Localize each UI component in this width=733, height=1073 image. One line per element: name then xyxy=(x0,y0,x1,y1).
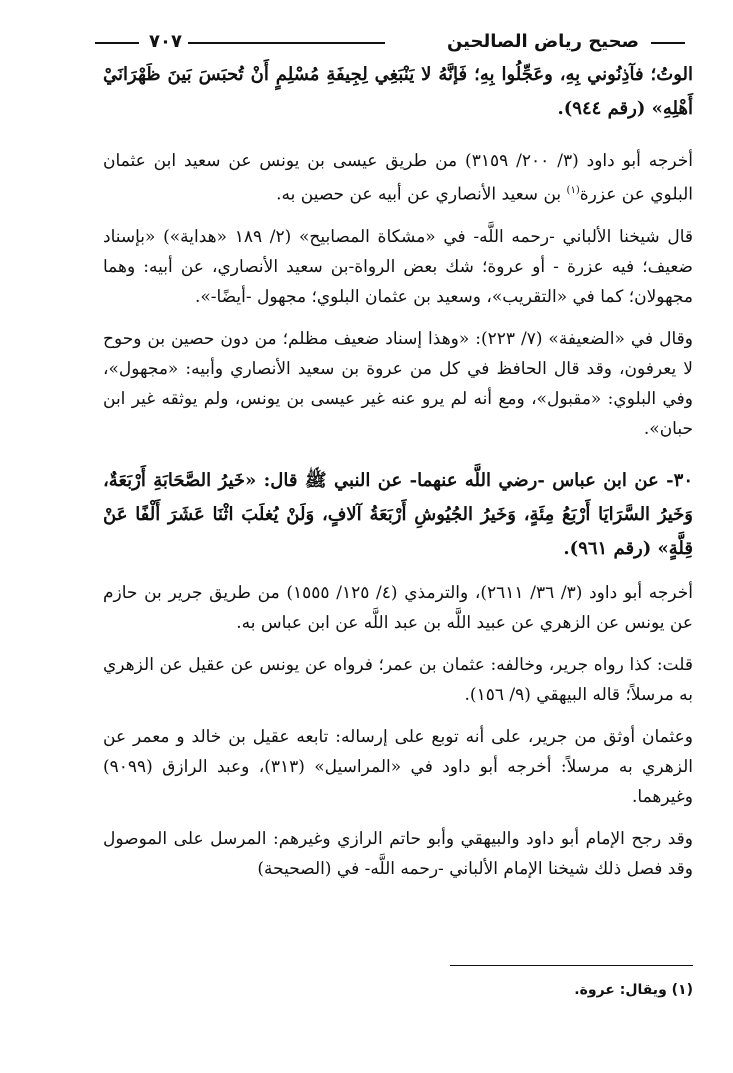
running-title: صحيح رياض الصالحين xyxy=(441,28,645,56)
main-text xyxy=(103,58,693,896)
footnote: (١) ويقال: عروة. xyxy=(574,982,693,998)
albani-comment: قال شيخنا الألباني -رحمه اللَّه- في «مشكاة المصابيح» (٢/ ١٨٩ «هداية») «بإسناد ضعيف؛ فيه عزرة - أو عروة؛ شك بعض الرواة-بن سعيد الأنصاري، عن أبيه: وهما مجهولان؛ كما في «التقريب»، وسعيد بن عثمان البلوي؛ مجهول -أيضًا-». xyxy=(103,226,693,307)
takhrij-text-rest: بن سعيد الأنصاري عن أبيه عن حصين به. xyxy=(276,184,562,205)
mursal-support: وعثمان أوثق من جرير، على أنه توبع على إرساله: تابعه عقيل بن خالد و معمر عن الزهري به مرسلاً: أخرجه أبو داود في «المراسيل» (٣١٣)، وعبد الرازق (٩٠٩٩) وغيرهما. xyxy=(103,726,693,807)
header-rule-left xyxy=(95,42,139,44)
page-number: ٧٠٧ xyxy=(143,28,188,56)
tarjih-paragraph: وقد رجح الإمام أبو داود والبيهقي وأبو حاتم الرازي وغيرهم: المرسل على الموصول وقد فصل ذلك شيخنا الإمام الألباني -رحمه اللَّه- في (الصحيحة) xyxy=(103,828,693,879)
daifa-comment: وقال في «الضعيفة» (٧/ ٢٢٣): «وهذا إسناد ضعيف مظلم؛ من دون حصين بن وحوح لا يعرفون، وقد قال الحافظ في كل من عروة بن سعيد الأنصاري وأبيه: «مجهول»، وفي البلوي: «مقبول»، ومع أنه لم يرو عنه غير عيسى بن يونس، ولم يوثقه غير ابن حبان». xyxy=(103,328,693,439)
footnote-divider xyxy=(450,965,693,966)
hadith-30-takhrij: أخرجه أبو داود (٣/ ٣٦/ ٢٦١١)، والترمذي (٤/ ١٢٥/ ١٥٥٥) من طريق جرير بن حازم عن يونس عن الزهري عن عبيد اللَّه بن عبد اللَّه عن ابن عباس به. xyxy=(103,582,694,633)
header-rule-right xyxy=(651,42,685,44)
header-rule-middle xyxy=(185,42,385,44)
takhrij-text: أخرجه أبو داود (٣/ ٢٠٠/ ٣١٥٩) من طريق عيسى بن يونس عن سعيد ابن عثمان البلوي عن عزرة xyxy=(103,151,694,205)
hadith-continuation: الوتُ؛ فآذِنُوني بِهِ، وعَجِّلُوا بِهِ؛ فَإنَّهُ لا يَنْبَغِي لِجِيفَةِ مُسْلِمٍ أَنْ تُحبَسَ بَينَ ظَهْرَانَيْ أَهْلِهِ» (رقم ٩٤٤). xyxy=(103,64,693,119)
hadith-30: ٣٠- عن ابن عباس -رضي اللَّه عنهما- عن النبي ﷺ قال: «خَيرُ الصَّحَابَةِ أَرْبَعَةٌ، وَخَيرُ السَّرَايَا أَرْبَعُ مِئَةٍ، وَخَيرُ الجُيُوشِ أَرْبَعَةُ آلافٍ، وَلَنْ يُغلَبَ اثْنَا عَشَرَ أَلْفًا عَنْ قِلَّةٍ» (رقم ٩٦١). xyxy=(103,469,693,559)
takhrij-paragraph xyxy=(103,146,693,210)
page-header xyxy=(95,28,685,58)
author-note: قلت: كذا رواه جرير، وخالفه: عثمان بن عمر؛ فرواه عن يونس عن عقيل عن الزهري به مرسلاً؛ قاله البيهقي (٩/ ١٥٦). xyxy=(103,654,693,705)
footnote-marker: (١) xyxy=(566,185,580,196)
